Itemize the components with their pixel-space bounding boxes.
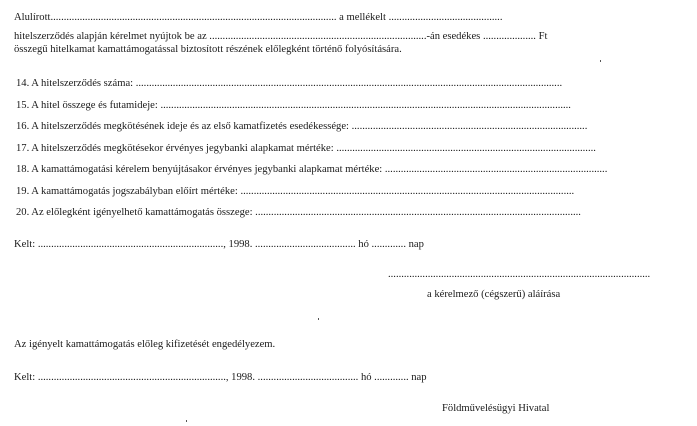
- approval-text: Az igényelt kamattámogatás előleg kifizetését engedélyezem.: [14, 339, 276, 350]
- signature-caption: a kérelmező (cégszerű) aláírása: [427, 289, 561, 300]
- office-name: Földművelésügyi Hivatal: [442, 403, 550, 414]
- scan-speck: [318, 318, 319, 320]
- item-15: 15. A hitel összege és futamideje: ...........................................................................................................................................................: [16, 100, 571, 111]
- kelt-line-applicant: Kelt: ......................................................................, 1998. ...................................... hó ............. nap: [14, 239, 424, 250]
- item-19: 19. A kamattámogatás jogszabályban előírt mértéke: ..............................................................................................................................: [16, 186, 575, 197]
- scan-speck: [600, 60, 601, 62]
- scan-speck: [186, 420, 187, 422]
- intro-line-2: hitelszerződés alapján kérelmet nyújtok be az ..................................................................................-án esedékes .................... Ft: [14, 31, 548, 42]
- intro-line-1: Alulírott............................................................................................................ a mellékelt ...........................................: [14, 12, 503, 23]
- item-17: 17. A hitelszerződés megkötésekor érvényes jegybanki alapkamat mértéke: ..................................................................................................: [16, 143, 596, 154]
- signature-dots: ...................................................................................................: [388, 269, 651, 280]
- intro-line-3: összegű hitelkamat kamattámogatással biztosított részének előlegként történő folyósítására.: [14, 44, 402, 55]
- item-18: 18. A kamattámogatási kérelem benyújtásakor érvényes jegybanki alapkamat mértéke: ....................................................................................: [16, 164, 608, 175]
- item-16: 16. A hitelszerződés megkötésének ideje és az első kamatfizetés esedékessége: .........................................................................................: [16, 121, 588, 132]
- kelt-line-approval: Kelt: ......................................................................., 1998. ...................................... hó ............. nap: [14, 372, 427, 383]
- item-20: 20. Az előlegként igényelhető kamattámogatás összege: ...........................................................................................................................: [16, 207, 581, 218]
- item-14: 14. A hitelszerződés száma: .................................................................................................................................................................: [16, 78, 563, 89]
